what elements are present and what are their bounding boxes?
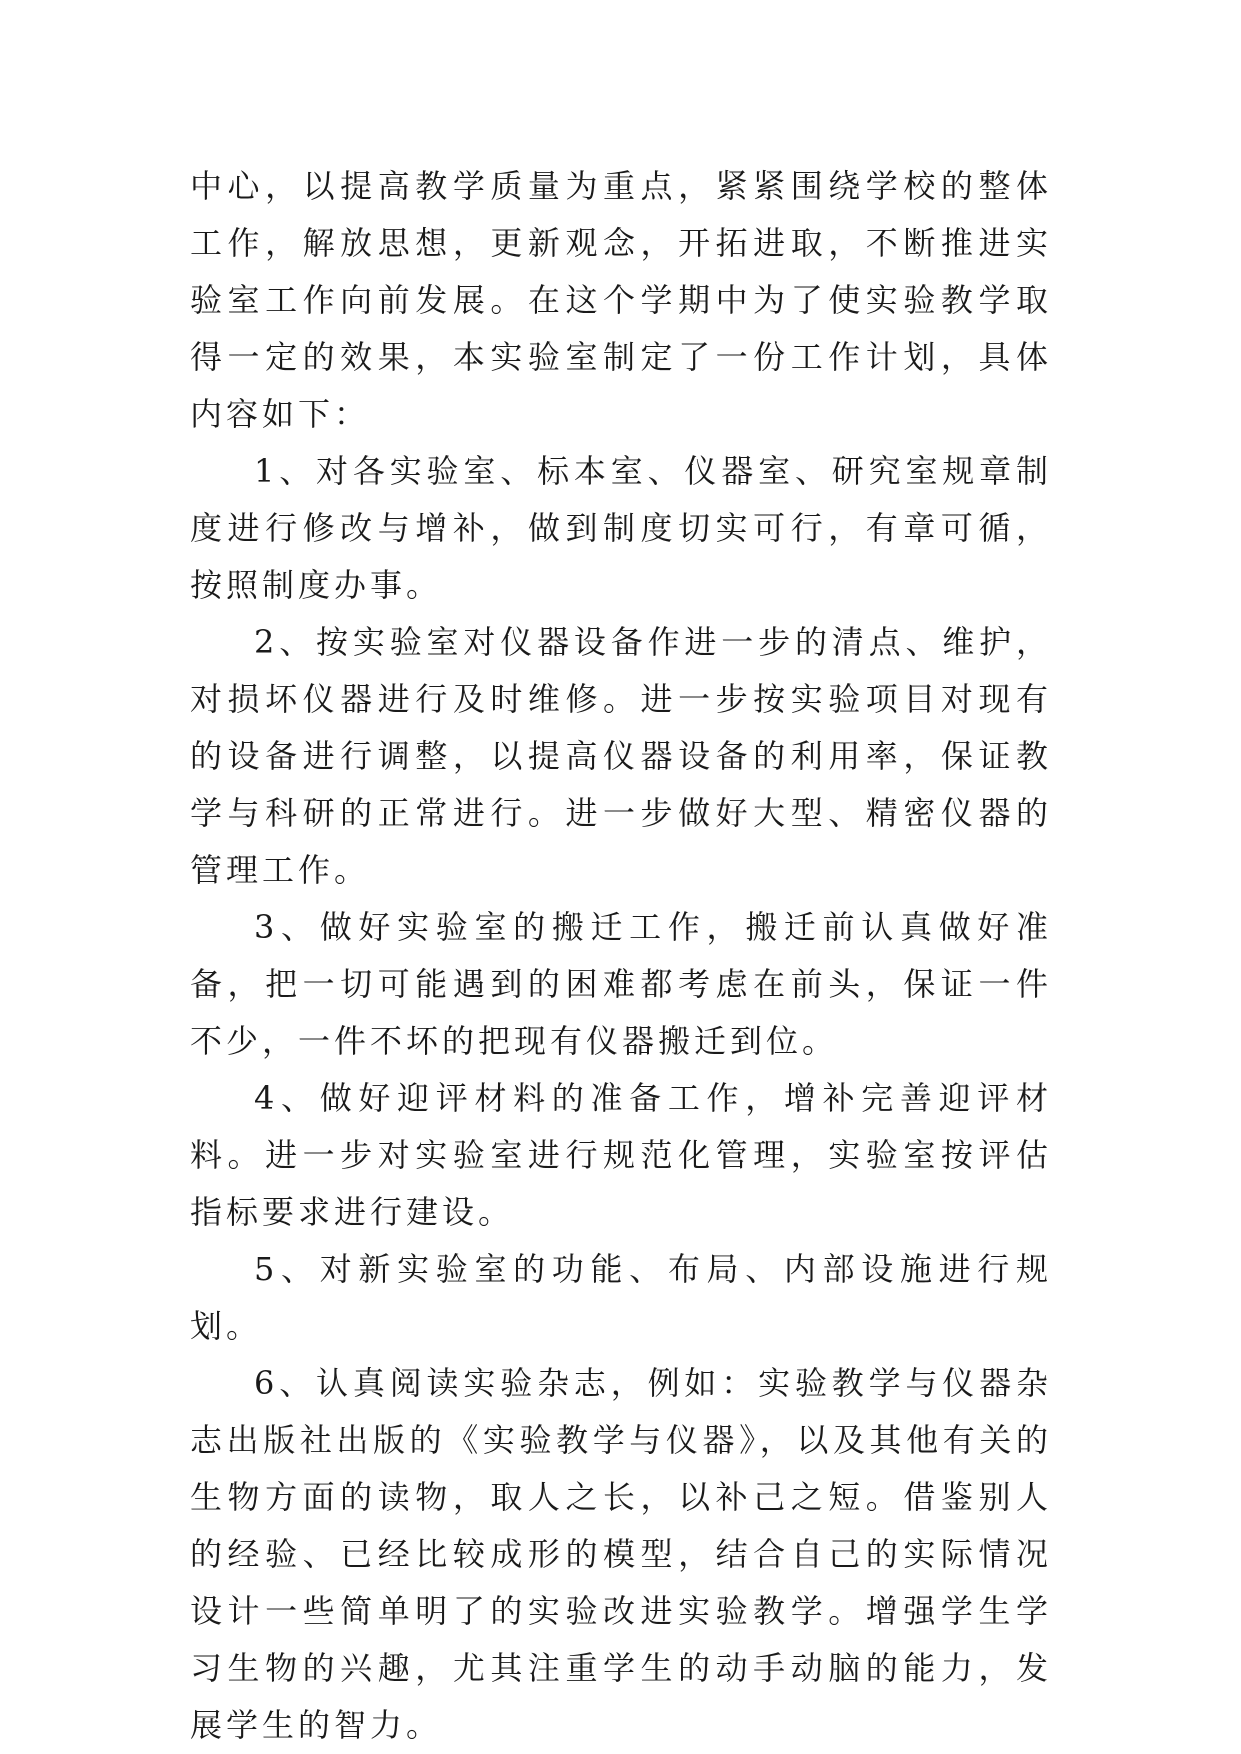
paragraph-item-3: 3、做好实验室的搬迁工作，搬迁前认真做好准备，把一切可能遇到的困难都考虑在前头，保证一件不少，一件不坏的把现有仪器搬迁到位。 (190, 908, 1052, 1060)
paragraph-item-1: 1、对各实验室、标本室、仪器室、研究室规章制度进行修改与增补，做到制度切实可行，有章可循，按照制度办事。 (190, 452, 1052, 604)
document-body (190, 158, 1052, 1754)
paragraph-item-6: 6、认真阅读实验杂志，例如：实验教学与仪器杂志出版社出版的《实验教学与仪器》，以及其他有关的生物方面的读物，取人之长，以补己之短。借鉴别人的经验、已经比较成形的模型，结合自己的实际情况设计一些简单明了的实验改进实验教学。增强学生学习生物的兴趣，尤其注重学生的动手动脑的能力，发展学生的智力。 (190, 1364, 1052, 1744)
paragraph-intro: 中心，以提高教学质量为重点，紧紧围绕学校的整体工作，解放思想，更新观念，开拓进取，不断推进实验室工作向前发展。在这个学期中为了使实验教学取得一定的效果，本实验室制定了一份工作计划，具体内容如下： (190, 167, 1052, 433)
paragraph-item-5: 5、对新实验室的功能、布局、内部设施进行规划。 (190, 1250, 1052, 1345)
paragraph-item-4: 4、做好迎评材料的准备工作，增补完善迎评材料。进一步对实验室进行规范化管理，实验室按评估指标要求进行建设。 (190, 1079, 1052, 1231)
paragraph-item-2: 2、按实验室对仪器设备作进一步的清点、维护，对损坏仪器进行及时维修。进一步按实验项目对现有的设备进行调整，以提高仪器设备的利用率，保证教学与科研的正常进行。进一步做好大型、精密仪器的管理工作。 (190, 623, 1052, 889)
